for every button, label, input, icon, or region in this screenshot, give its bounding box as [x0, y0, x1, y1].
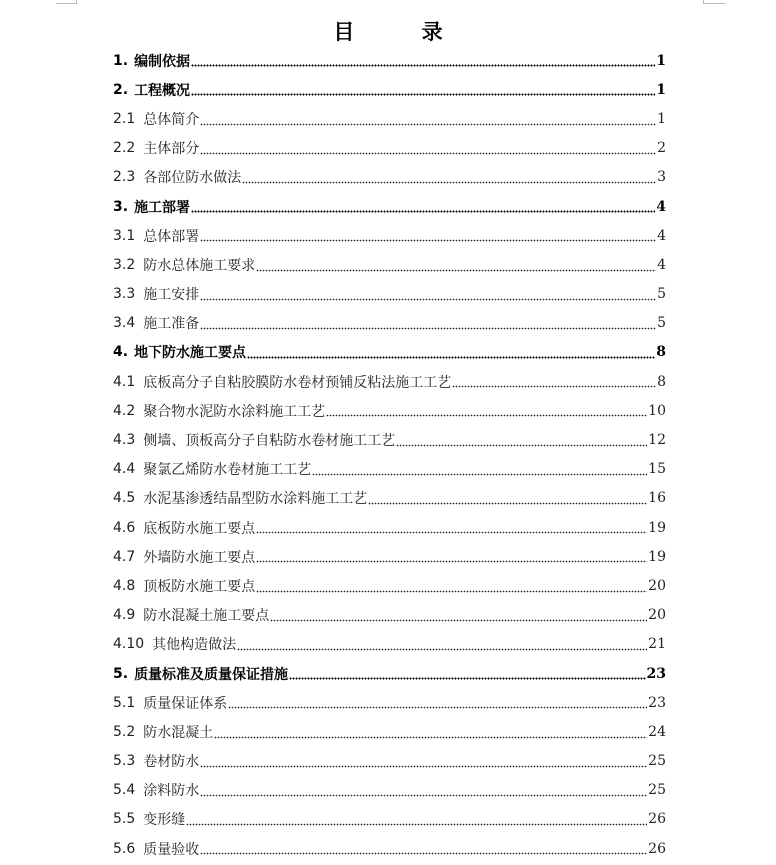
toc-dot-leader	[237, 630, 647, 651]
toc-entry-page-number: 21	[648, 636, 666, 653]
toc-entry[interactable]	[113, 834, 666, 863]
toc-entry-page-number: 4	[656, 198, 666, 215]
toc-entry-page-number: 1	[656, 81, 666, 98]
toc-entry-number: 4.6	[113, 519, 136, 536]
toc-entry[interactable]	[113, 396, 666, 425]
toc-entry[interactable]	[113, 805, 666, 834]
toc-entry[interactable]	[113, 280, 666, 309]
toc-entry-number: 5.4	[113, 782, 136, 799]
toc-entry[interactable]	[113, 46, 666, 75]
toc-entry[interactable]	[113, 192, 666, 221]
toc-dot-leader	[200, 134, 656, 155]
toc-entry[interactable]	[113, 221, 666, 250]
toc-dot-leader	[186, 805, 647, 826]
toc-entry-page-number: 23	[646, 665, 666, 682]
page-corner-mark-right	[703, 0, 726, 4]
toc-entry[interactable]	[113, 75, 666, 104]
toc-entry-number: 5.2	[113, 723, 136, 740]
toc-entry-page-number: 1	[656, 52, 666, 69]
toc-entry-number: 3.2	[113, 256, 136, 273]
toc-entry-label: 总体部署	[143, 228, 200, 245]
toc-dot-leader	[368, 484, 647, 505]
toc-entry-page-number: 1	[657, 110, 666, 127]
toc-entry-number: 2.	[113, 81, 129, 98]
toc-title: 目 录	[333, 20, 473, 44]
toc-entry-label: 外墙防水施工要点	[143, 549, 256, 566]
toc-dot-leader	[312, 455, 647, 476]
toc-entry[interactable]	[113, 367, 666, 396]
toc-entry-number: 4.9	[113, 607, 136, 624]
toc-entry-label: 防水混凝土	[143, 724, 214, 741]
toc-dot-leader	[256, 250, 656, 271]
toc-entry[interactable]	[113, 134, 666, 163]
toc-dot-leader	[191, 46, 655, 67]
toc-entry-label: 卷材防水	[143, 754, 200, 771]
toc-dot-leader	[200, 776, 647, 797]
toc-dot-leader	[228, 688, 647, 709]
toc-dot-leader	[191, 192, 655, 213]
toc-entry[interactable]	[113, 688, 666, 717]
toc-entry-label: 水泥基渗透结晶型防水涂料施工工艺	[143, 491, 368, 508]
toc-dot-leader	[200, 834, 647, 855]
toc-entry-number: 2.1	[113, 110, 136, 127]
toc-entry[interactable]	[113, 571, 666, 600]
toc-entry-label: 质量标准及质量保证措施	[134, 666, 289, 683]
toc-entry[interactable]	[113, 659, 666, 688]
toc-dot-leader	[214, 717, 647, 738]
toc-entry[interactable]	[113, 309, 666, 338]
toc-entry-number: 5.	[113, 665, 129, 682]
toc-dot-leader	[256, 542, 647, 563]
toc-entry-number: 4.7	[113, 548, 136, 565]
toc-entry-label: 底板高分子自粘胶膜防水卷材预铺反粘法施工工艺	[143, 374, 452, 391]
toc-entry-number: 4.5	[113, 490, 136, 507]
toc-entry-number: 3.4	[113, 315, 136, 332]
toc-entry[interactable]	[113, 484, 666, 513]
toc-entry-label: 防水混凝土施工要点	[143, 608, 270, 625]
toc-dot-leader	[256, 513, 647, 534]
toc-entry-page-number: 5	[657, 286, 666, 303]
table-of-contents	[113, 46, 666, 863]
toc-dot-leader	[289, 659, 645, 680]
toc-entry-page-number: 4	[657, 256, 666, 273]
toc-entry-page-number: 3	[657, 169, 666, 186]
toc-entry-page-number: 15	[648, 461, 666, 478]
toc-dot-leader	[191, 75, 655, 96]
toc-entry-number: 3.1	[113, 227, 136, 244]
toc-entry[interactable]	[113, 630, 666, 659]
toc-dot-leader	[247, 338, 655, 359]
toc-entry[interactable]	[113, 455, 666, 484]
toc-entry-page-number: 20	[648, 607, 666, 624]
toc-entry-label: 施工部署	[134, 199, 191, 216]
toc-entry-number: 5.1	[113, 694, 136, 711]
toc-entry-number: 4.1	[113, 373, 136, 390]
toc-entry-number: 4.4	[113, 461, 136, 478]
toc-entry-page-number: 25	[648, 782, 666, 799]
toc-entry-label: 聚氯乙烯防水卷材施工工艺	[143, 462, 312, 479]
toc-entry-label: 各部位防水做法	[143, 170, 242, 187]
toc-dot-leader	[242, 163, 656, 184]
toc-dot-leader	[200, 747, 647, 768]
toc-entry[interactable]	[113, 425, 666, 454]
toc-entry-number: 4.	[113, 344, 129, 361]
toc-entry-page-number: 12	[648, 432, 666, 449]
toc-dot-leader	[200, 280, 656, 301]
toc-entry-number: 5.6	[113, 840, 136, 857]
toc-entry-number: 5.3	[113, 753, 136, 770]
toc-entry-page-number: 19	[648, 519, 666, 536]
toc-entry-page-number: 16	[648, 490, 666, 507]
toc-entry-number: 4.10	[113, 636, 145, 653]
toc-dot-leader	[200, 104, 656, 125]
toc-entry-label: 聚合物水泥防水涂料施工工艺	[143, 403, 326, 420]
toc-entry-label: 其他构造做法	[152, 637, 237, 654]
toc-entry[interactable]	[113, 250, 666, 279]
toc-entry[interactable]	[113, 542, 666, 571]
toc-entry[interactable]	[113, 747, 666, 776]
toc-entry-page-number: 19	[648, 548, 666, 565]
toc-entry[interactable]	[113, 513, 666, 542]
toc-entry-page-number: 4	[657, 227, 666, 244]
toc-dot-leader	[256, 571, 647, 592]
toc-entry-page-number: 8	[656, 344, 666, 361]
toc-entry-page-number: 20	[648, 577, 666, 594]
toc-entry[interactable]	[113, 776, 666, 805]
toc-dot-leader	[396, 425, 647, 446]
toc-entry-label: 质量验收	[143, 841, 200, 858]
toc-entry-label: 编制依据	[134, 53, 191, 70]
toc-entry-number: 4.2	[113, 402, 136, 419]
toc-entry-number: 5.5	[113, 811, 136, 828]
toc-entry[interactable]	[113, 104, 666, 133]
toc-entry-page-number: 24	[648, 723, 666, 740]
toc-entry-label: 变形缝	[143, 812, 186, 829]
toc-entry-page-number: 26	[648, 840, 666, 857]
toc-entry-label: 防水总体施工要求	[143, 257, 256, 274]
toc-entry-label: 顶板防水施工要点	[143, 578, 256, 595]
toc-entry-label: 总体简介	[143, 111, 200, 128]
toc-dot-leader	[270, 601, 647, 622]
toc-entry-number: 3.	[113, 198, 129, 215]
page-corner-mark-left	[56, 0, 77, 4]
toc-entry-page-number: 10	[648, 402, 666, 419]
toc-entry-page-number: 5	[657, 315, 666, 332]
toc-entry-number: 3.3	[113, 286, 136, 303]
toc-entry[interactable]	[113, 601, 666, 630]
toc-entry-number: 2.2	[113, 140, 136, 157]
toc-entry[interactable]	[113, 338, 666, 367]
toc-entry-label: 主体部分	[143, 141, 200, 158]
toc-entry-label: 底板防水施工要点	[143, 520, 256, 537]
toc-entry-label: 涂料防水	[143, 783, 200, 800]
toc-entry-label: 地下防水施工要点	[134, 345, 247, 362]
toc-entry-label: 质量保证体系	[143, 695, 228, 712]
toc-dot-leader	[200, 221, 656, 242]
toc-entry-number: 2.3	[113, 169, 136, 186]
toc-entry-label: 侧墙、顶板高分子自粘防水卷材施工工艺	[143, 433, 396, 450]
toc-entry-page-number: 26	[648, 811, 666, 828]
toc-entry-label: 工程概况	[134, 82, 191, 99]
toc-entry-label: 施工安排	[143, 287, 200, 304]
toc-entry-page-number: 2	[657, 140, 666, 157]
toc-entry-page-number: 23	[648, 694, 666, 711]
toc-entry[interactable]	[113, 163, 666, 192]
toc-entry-page-number: 25	[648, 753, 666, 770]
toc-dot-leader	[452, 367, 656, 388]
toc-dot-leader	[326, 396, 647, 417]
toc-entry-page-number: 8	[657, 373, 666, 390]
toc-entry[interactable]	[113, 717, 666, 746]
toc-entry-label: 施工准备	[143, 316, 200, 333]
toc-entry-number: 1.	[113, 52, 129, 69]
toc-entry-number: 4.3	[113, 432, 136, 449]
toc-entry-number: 4.8	[113, 577, 136, 594]
toc-dot-leader	[200, 309, 656, 330]
